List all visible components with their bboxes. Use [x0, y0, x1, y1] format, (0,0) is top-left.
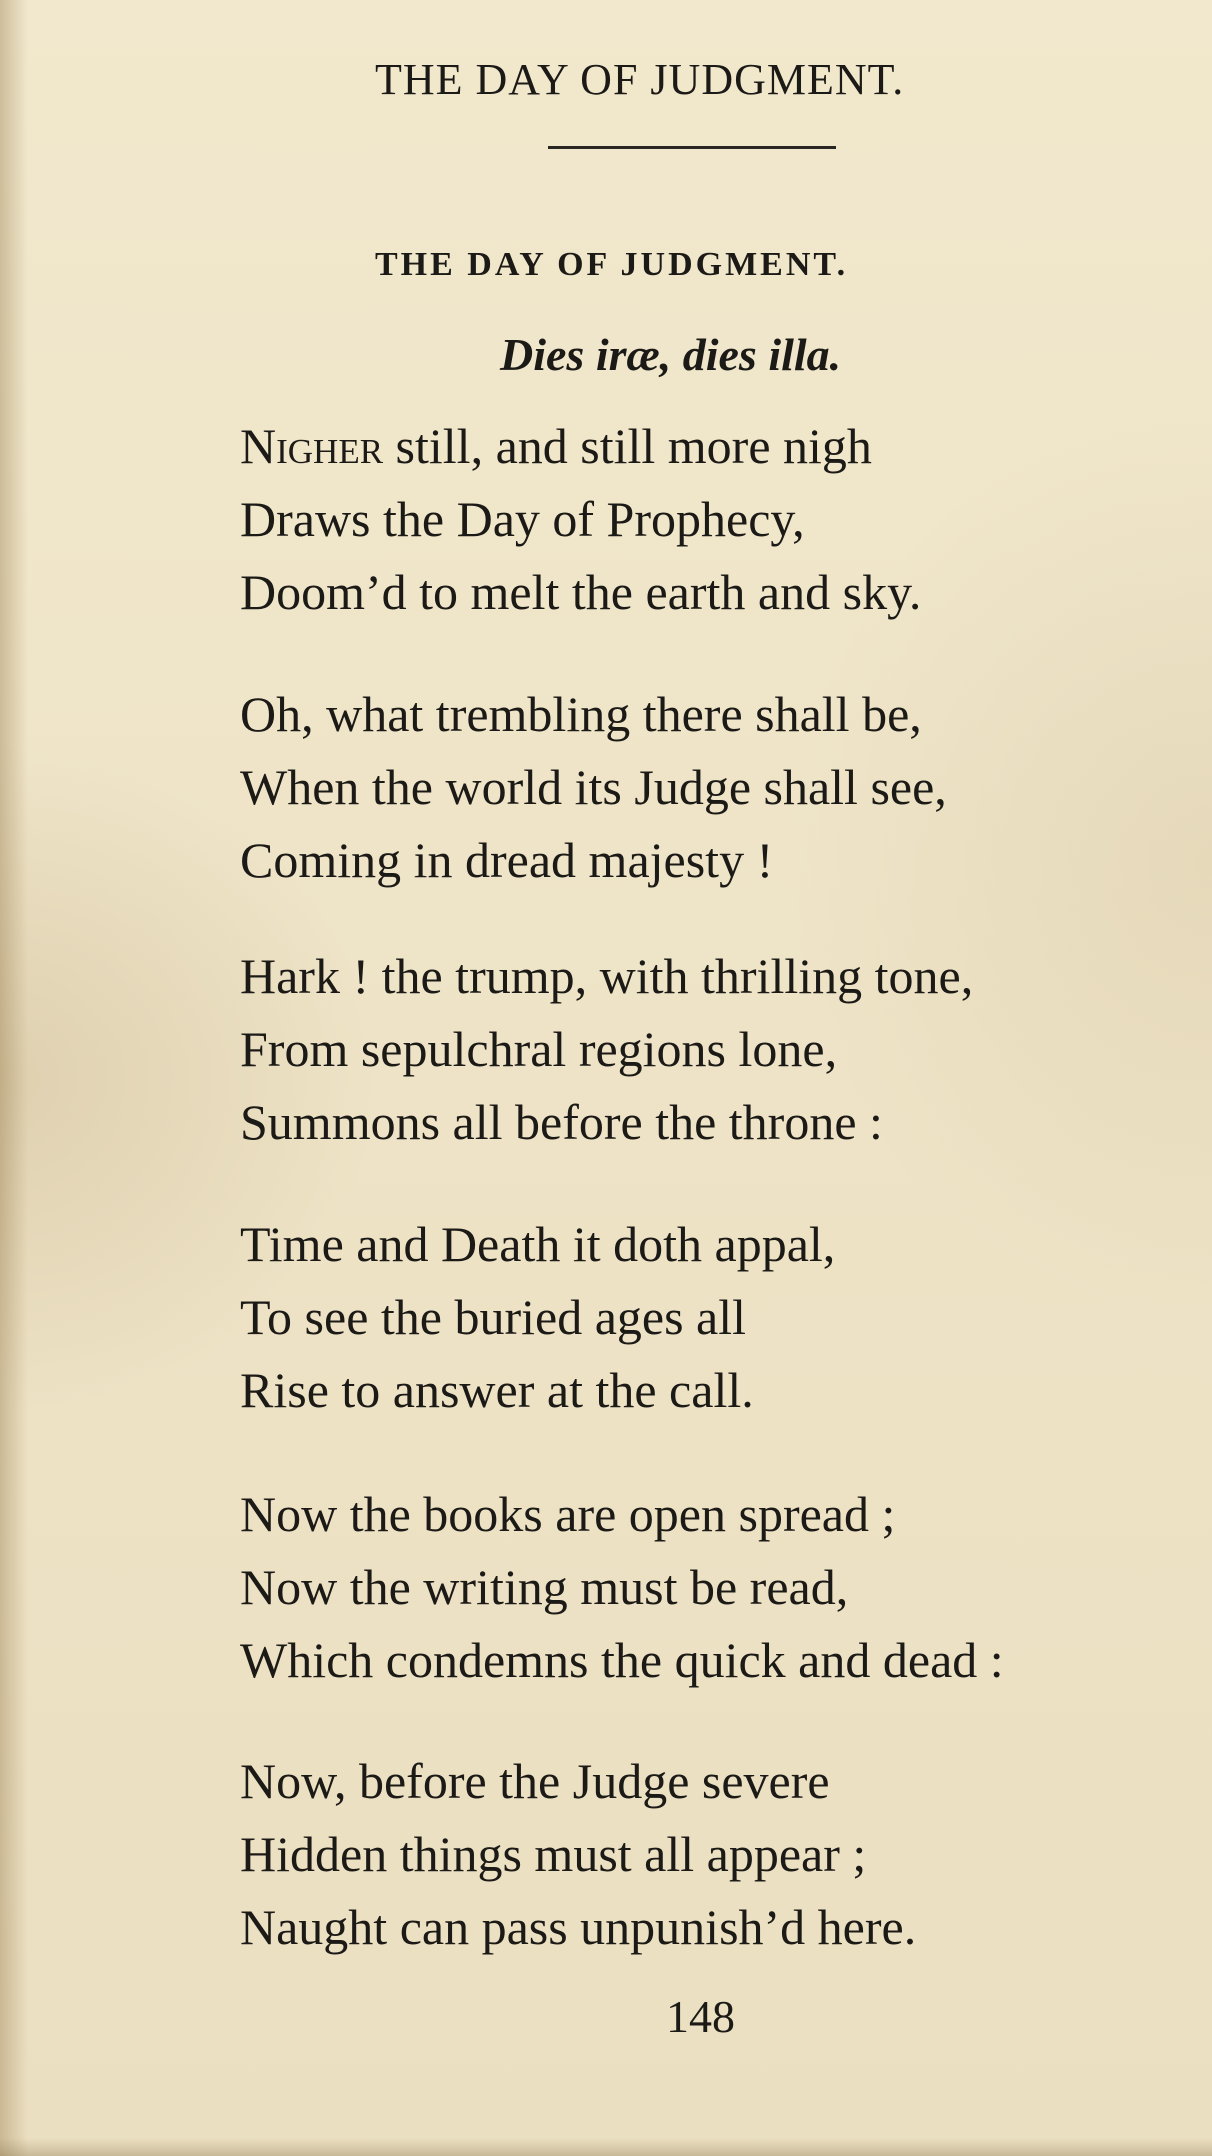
poem-line: To see the buried ages all: [240, 1289, 747, 1345]
page-number: 148: [666, 1991, 735, 2042]
poem-line: Coming in dread majesty !: [240, 832, 774, 888]
poem-title: THE DAY OF JUDGMENT.: [375, 246, 849, 283]
line-rest: still, and still more nigh: [383, 418, 872, 474]
poem-line: Draws the Day of Prophecy,: [240, 491, 805, 547]
header-rule: [548, 146, 836, 149]
poem-line: Rise to answer at the call.: [240, 1362, 754, 1418]
poem-line: Now, before the Judge severe: [240, 1753, 830, 1809]
running-head: THE DAY OF JUDGMENT.: [375, 55, 905, 104]
epigraph: Dies iræ, dies illa.: [500, 329, 842, 380]
poem-line: Hidden things must all appear ;: [240, 1826, 867, 1882]
poem-line: From sepulchral regions lone,: [240, 1021, 838, 1077]
poem-line: Summons all before the throne :: [240, 1094, 883, 1150]
stanza-5: [240, 1478, 1200, 1697]
page-gutter-shadow: [0, 0, 28, 2156]
stanza-4: [240, 1208, 1200, 1427]
poem-line: Oh, what trembling there shall be,: [240, 686, 922, 742]
page-bottom-edge: [0, 2138, 1212, 2156]
poem-line: Now the writing must be read,: [240, 1559, 849, 1615]
stanza-3: [240, 940, 1200, 1159]
poem-line: When the world its Judge shall see,: [240, 759, 947, 815]
stanza-1: [240, 410, 1200, 629]
poem-line: Now the books are open spread ;: [240, 1486, 896, 1542]
poem-line: Time and Death it doth appal,: [240, 1216, 836, 1272]
first-word-small-caps: Nigher: [240, 418, 384, 474]
stanza-6: [240, 1745, 1200, 1964]
poem-line: Which condemns the quick and dead :: [240, 1632, 1004, 1688]
poem-line: [240, 410, 1200, 483]
poem-line: Naught can pass unpunish’d here.: [240, 1899, 917, 1955]
poem-line: Doom’d to melt the earth and sky.: [240, 564, 922, 620]
stanza-2: [240, 678, 1200, 897]
poem-line: Hark ! the trump, with thrilling tone,: [240, 948, 974, 1004]
